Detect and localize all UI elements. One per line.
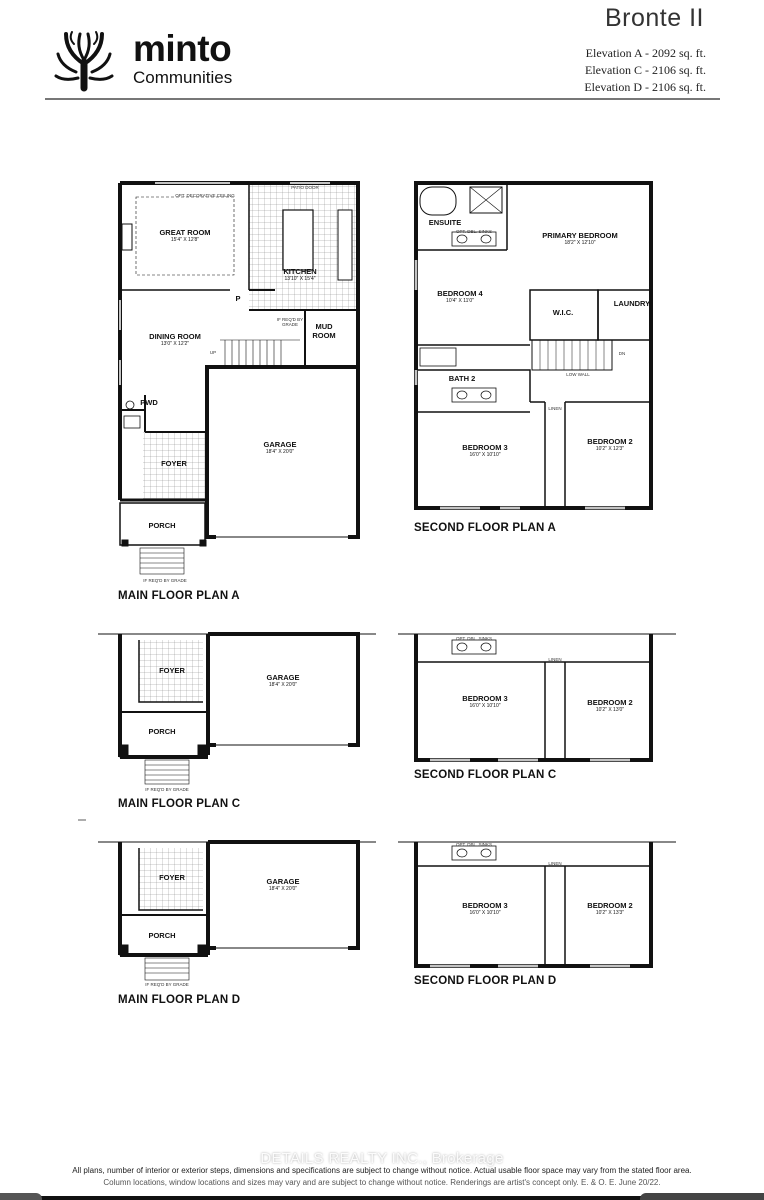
linen-c-label: LINEN (548, 657, 562, 662)
opt-dbl-sinks-c-note: OPT. DBL. SINKS (455, 636, 492, 641)
bedroom-3-label: BEDROOM 3 16'0" X 10'10" (462, 443, 508, 458)
garage-c-label: GARAGE 18'4" X 20'0" (266, 673, 300, 688)
opt-dbl-sinks-d-note: OPT. DBL. SINKS (455, 842, 492, 847)
if-reqd-note: IF REQ'D BY GRADE (276, 317, 304, 327)
grade-d-note: IF REQ'D BY GRADE (145, 982, 189, 987)
bedroom-2-label: BEDROOM 2 10'2" X 12'3" (587, 437, 633, 452)
dn-note: DN (618, 351, 626, 356)
bedroom-2-d-label: BEDROOM 2 10'2" X 13'3" (587, 901, 633, 916)
brokerage-watermark: DETAILS REALTY INC., Brokerage (260, 1150, 504, 1167)
up-note: UP (209, 350, 217, 355)
brand-name: minto (133, 28, 232, 69)
porch-c-label: PORCH (148, 727, 176, 736)
low-wall-note: LOW WALL (566, 372, 590, 377)
garage-d-label: GARAGE 18'4" X 20'0" (266, 877, 300, 892)
pwd-label: PWD (140, 398, 158, 407)
laundry-label: LAUNDRY (613, 299, 651, 308)
dining-room-label: DINING ROOM 13'0" X 12'2" (149, 332, 201, 347)
bedroom-3-c-label: BEDROOM 3 16'0" X 10'10" (462, 694, 508, 709)
bath-2-label: BATH 2 (448, 374, 476, 383)
disclaimer-text-2: Column locations, window locations and sizes may vary and are subject to change without notice. Renderings are artist's concept only. E. & O. E. June 20/22. (103, 1178, 661, 1187)
foyer-d-label: FOYER (159, 873, 185, 882)
main-floor-plan-c-title: MAIN FLOOR PLAN C (118, 798, 241, 810)
second-floor-plan-c (398, 634, 676, 760)
primary-bedroom-label: PRIMARY BEDROOM 18'2" X 12'10" (542, 231, 618, 246)
model-name: Bronte II (605, 4, 704, 32)
elevation-a: Elevation A - 2092 sq. ft. (585, 46, 706, 60)
disclaimer-text: All plans, number of interior or exterior steps, dimensions and specifications are subject to change without notice. Actual usable floor space may vary from the stated floor area. (72, 1166, 692, 1175)
great-room-label: GREAT ROOM 15'4" X 12'8" (159, 228, 211, 243)
linen-d-label: LINEN (548, 861, 562, 866)
main-floor-plan-c (98, 634, 376, 784)
elevation-c: Elevation C - 2106 sq. ft. (585, 63, 706, 77)
pantry-label: P (235, 294, 241, 303)
bedroom-4-label: BEDROOM 4 10'4" X 11'0" (437, 289, 483, 304)
ensuite-label: ENSUITE (428, 218, 462, 227)
main-floor-plan-d-title: MAIN FLOOR PLAN D (118, 994, 241, 1006)
foyer-c-label: FOYER (159, 666, 185, 675)
opt-dbl-sinks-note: OPT. DBL. SINKS (455, 229, 492, 234)
brand-subtitle: Communities (133, 68, 233, 87)
wic-label: W.I.C. (552, 308, 574, 317)
bedroom-3-d-label: BEDROOM 3 16'0" X 10'10" (462, 901, 508, 916)
porch-label: PORCH (148, 521, 176, 530)
second-floor-plan-d-title: SECOND FLOOR PLAN D (414, 975, 557, 987)
patio-note: PATIO DOOR (291, 185, 319, 190)
porch-d-label: PORCH (148, 931, 176, 940)
garage-label: GARAGE 18'4" X 20'0" (263, 440, 297, 455)
second-floor-plan-c-title: SECOND FLOOR PLAN C (414, 769, 557, 781)
grade-note: IF REQ'D BY GRADE (143, 578, 187, 583)
elevation-d: Elevation D - 2106 sq. ft. (584, 80, 706, 94)
grade-c-note: IF REQ'D BY GRADE (145, 787, 189, 792)
foyer-label: FOYER (161, 459, 187, 468)
second-floor-plan-a-title: SECOND FLOOR PLAN A (414, 522, 557, 534)
bottom-left-tab (0, 1193, 42, 1200)
mud-room-label: MUD ROOM (312, 322, 336, 340)
bedroom-2-c-label: BEDROOM 2 10'2" X 13'0" (587, 698, 633, 713)
main-floor-plan-d (98, 842, 376, 980)
linen-label: LINEN (548, 406, 562, 411)
ceiling-note: OPT. DECORATIVE CEILING (175, 193, 235, 198)
kitchen-label: KITCHEN 13'10" X 15'4" (283, 267, 317, 282)
main-floor-plan-a-title: MAIN FLOOR PLAN A (118, 590, 240, 602)
bottom-right-tab (640, 1193, 764, 1200)
